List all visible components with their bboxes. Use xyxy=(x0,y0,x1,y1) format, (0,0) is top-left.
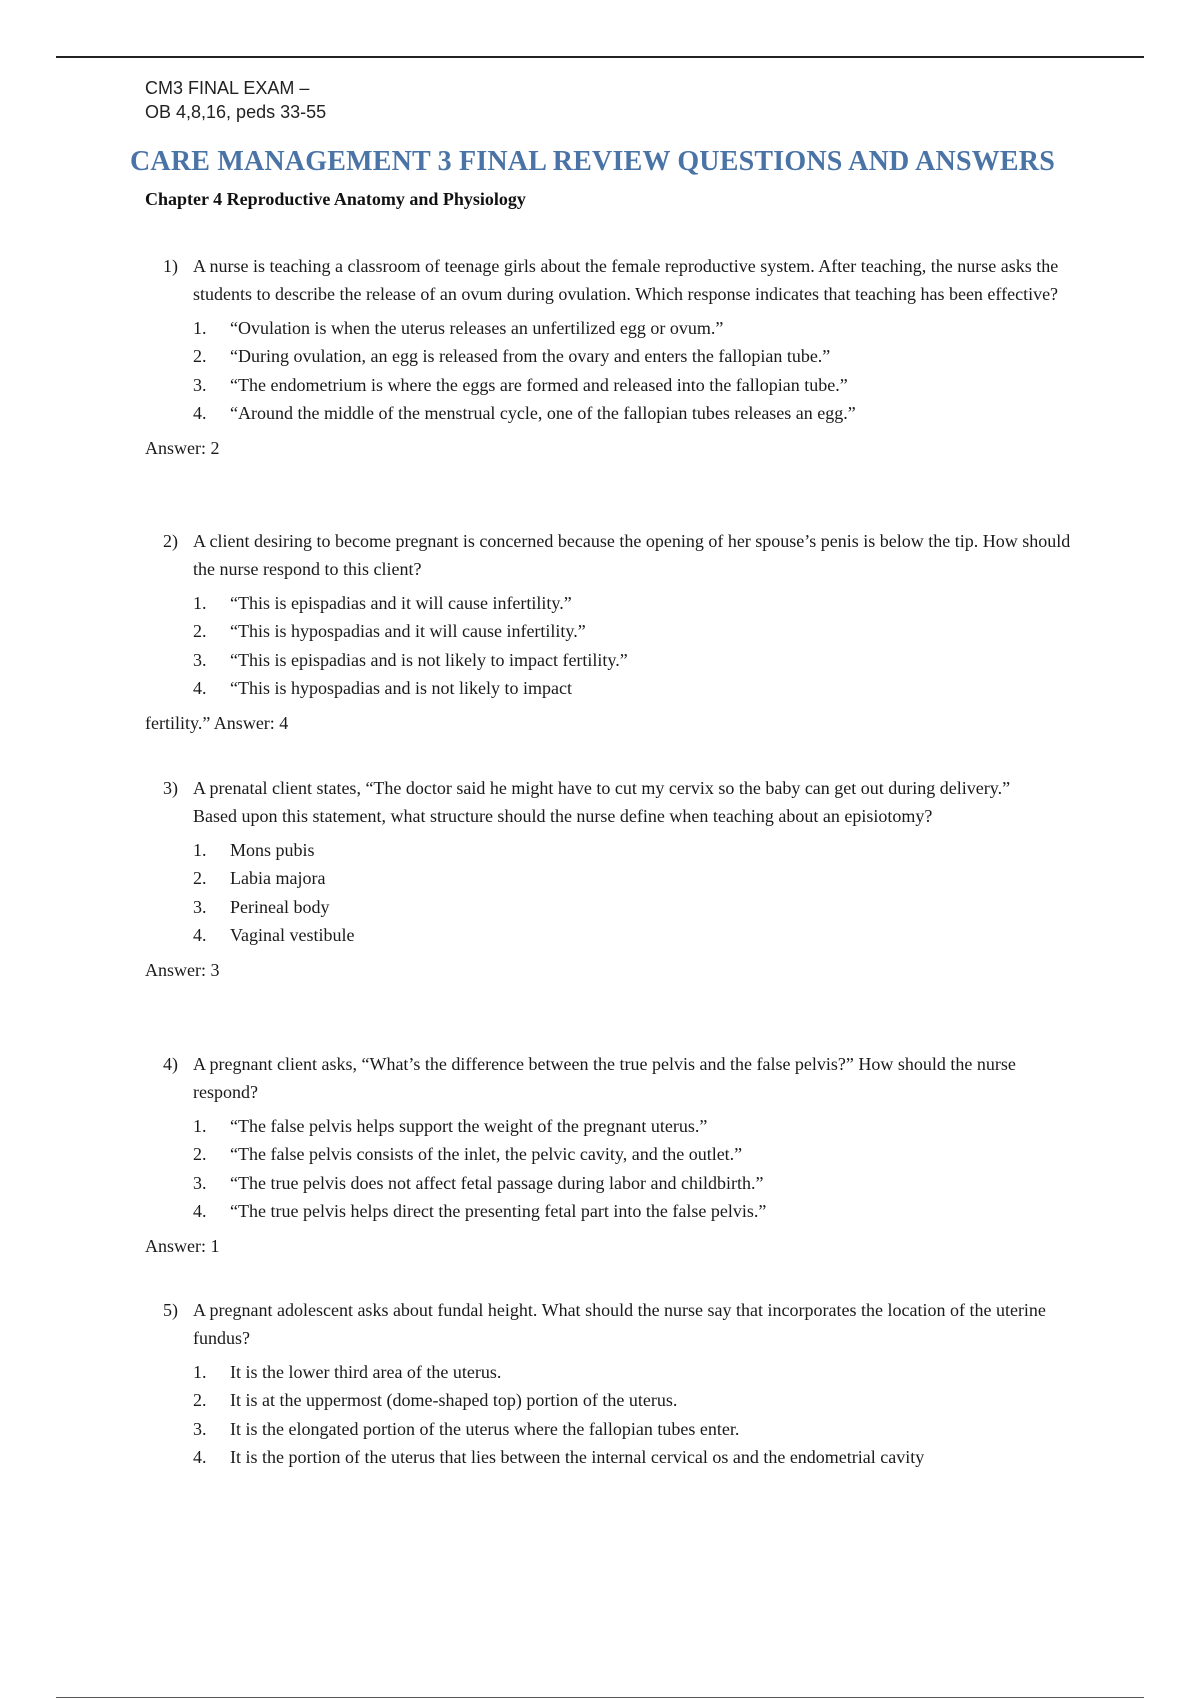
question-stem xyxy=(145,527,1080,583)
question-3 xyxy=(145,774,1015,984)
option xyxy=(145,921,1015,949)
option-number: 1. xyxy=(193,1116,207,1136)
option-text: “During ovulation, an egg is released from the ovary and enters the fallopian tube.” xyxy=(230,346,831,367)
option-text: “The true pelvis helps direct the presenting fetal part into the false pelvis.” xyxy=(230,1201,767,1222)
option-list xyxy=(145,1358,1080,1472)
option xyxy=(145,674,1080,702)
option-text: “Around the middle of the menstrual cycle, one of the fallopian tubes releases an egg.” xyxy=(230,403,856,424)
page-header xyxy=(145,76,326,124)
option-number: 2. xyxy=(193,868,207,889)
option-list xyxy=(145,589,1080,703)
option xyxy=(145,314,1080,342)
answer-line: Answer: 1 xyxy=(145,1235,220,1256)
option xyxy=(145,1197,1080,1225)
option-number: 3. xyxy=(193,1172,207,1193)
bottom-rule xyxy=(56,1697,1144,1698)
option-number: 2. xyxy=(193,1144,207,1165)
header-line-2: OB 4,8,16, peds 33-55 xyxy=(145,102,327,122)
option xyxy=(145,864,1015,892)
option-number: 3. xyxy=(193,649,207,670)
option xyxy=(145,1112,1080,1140)
option xyxy=(145,371,1080,399)
question-4 xyxy=(145,1050,1080,1260)
answer-line: Answer: 3 xyxy=(145,959,220,980)
option-text: “The endometrium is where the eggs are formed and released into the fallopian tube.” xyxy=(230,374,848,395)
option-text: Labia majora xyxy=(230,868,326,889)
question-number: 4) xyxy=(163,1054,178,1074)
option-number: 4. xyxy=(193,925,207,946)
option xyxy=(145,589,1080,617)
option-text: “This is hypospadias and it will cause infertility.” xyxy=(230,621,586,642)
option xyxy=(145,1443,1080,1471)
option xyxy=(145,1169,1080,1197)
question-text: A prenatal client states, “The doctor said he might have to cut my cervix so the baby can get out during delivery.” Based upon this statement, what structure should the nurse define when teaching about an episiotomy? xyxy=(193,778,1011,826)
question-stem xyxy=(145,252,1080,308)
option-text: “The false pelvis consists of the inlet, the pelvic cavity, and the outlet.” xyxy=(230,1144,743,1165)
option-number: 2. xyxy=(193,621,207,642)
question-number: 1) xyxy=(163,256,178,276)
option-text: It is the portion of the uterus that lies between the internal cervical os and the endometrial cavity xyxy=(230,1447,925,1468)
option-number: 3. xyxy=(193,1418,207,1439)
option xyxy=(145,836,1015,864)
question-stem xyxy=(145,1296,1080,1352)
option-number: 1. xyxy=(193,1362,207,1382)
document-title: CARE MANAGEMENT 3 FINAL REVIEW QUESTIONS AND ANSWERS xyxy=(130,146,1055,177)
option-text: Vaginal vestibule xyxy=(230,925,355,946)
option-text: “The true pelvis does not affect fetal passage during labor and childbirth.” xyxy=(230,1172,764,1193)
option xyxy=(145,1415,1080,1443)
top-rule xyxy=(56,56,1144,58)
option xyxy=(145,646,1080,674)
option-number: 1. xyxy=(193,593,207,613)
option-number: 2. xyxy=(193,1390,207,1411)
option xyxy=(145,342,1080,370)
option-text: “Ovulation is when the uterus releases an unfertilized egg or ovum.” xyxy=(230,318,724,338)
answer-line: Answer: 2 xyxy=(145,437,220,458)
option-text: “The false pelvis helps support the weight of the pregnant uterus.” xyxy=(230,1116,708,1136)
option-number: 4. xyxy=(193,1447,207,1468)
option-text: Mons pubis xyxy=(230,840,315,860)
option-text: “This is hypospadias and is not likely to impact xyxy=(230,678,572,699)
question-2 xyxy=(145,527,1080,737)
option-number: 3. xyxy=(193,896,207,917)
option-number: 3. xyxy=(193,374,207,395)
question-text: A nurse is teaching a classroom of teenage girls about the female reproductive system. After teaching, the nurse asks the students to describe the release of an ovum during ovulation. Which response indicates that teaching has been effective? xyxy=(193,256,1059,304)
option-text: Perineal body xyxy=(230,896,330,917)
option-number: 4. xyxy=(193,1201,207,1222)
chapter-heading: Chapter 4 Reproductive Anatomy and Physiology xyxy=(145,189,526,209)
option-number: 4. xyxy=(193,678,207,699)
answer-line: fertility.” Answer: 4 xyxy=(145,712,289,733)
option-text: It is at the uppermost (dome-shaped top) portion of the uterus. xyxy=(230,1390,678,1411)
option-text: “This is epispadias and it will cause infertility.” xyxy=(230,593,572,613)
question-text: A pregnant client asks, “What’s the difference between the true pelvis and the false pelvis?” How should the nurse respond? xyxy=(193,1054,1016,1102)
option-number: 4. xyxy=(193,403,207,424)
option-number: 2. xyxy=(193,346,207,367)
option-number: 1. xyxy=(193,318,207,338)
option xyxy=(145,1358,1080,1386)
question-number: 2) xyxy=(163,531,178,551)
question-number: 5) xyxy=(163,1300,178,1320)
question-stem xyxy=(145,774,1015,830)
option-number: 1. xyxy=(193,840,207,860)
option-list xyxy=(145,314,1080,428)
question-5 xyxy=(145,1296,1080,1472)
question-1 xyxy=(145,252,1080,462)
option-text: “This is epispadias and is not likely to impact fertility.” xyxy=(230,649,628,670)
question-number: 3) xyxy=(163,778,178,798)
question-text: A pregnant adolescent asks about fundal height. What should the nurse say that incorporates the location of the uterine fundus? xyxy=(193,1300,1046,1348)
option-list xyxy=(145,1112,1080,1226)
option-text: It is the elongated portion of the uterus where the fallopian tubes enter. xyxy=(230,1418,740,1439)
option xyxy=(145,893,1015,921)
option xyxy=(145,399,1080,427)
option xyxy=(145,1386,1080,1414)
option xyxy=(145,617,1080,645)
question-text: A client desiring to become pregnant is concerned because the opening of her spouse’s penis is below the tip. How should the nurse respond to this client? xyxy=(193,531,1071,579)
option-text: It is the lower third area of the uterus. xyxy=(230,1362,502,1382)
option xyxy=(145,1140,1080,1168)
header-line-1: CM3 FINAL EXAM – xyxy=(145,78,310,98)
question-stem xyxy=(145,1050,1080,1106)
option-list xyxy=(145,836,1015,950)
